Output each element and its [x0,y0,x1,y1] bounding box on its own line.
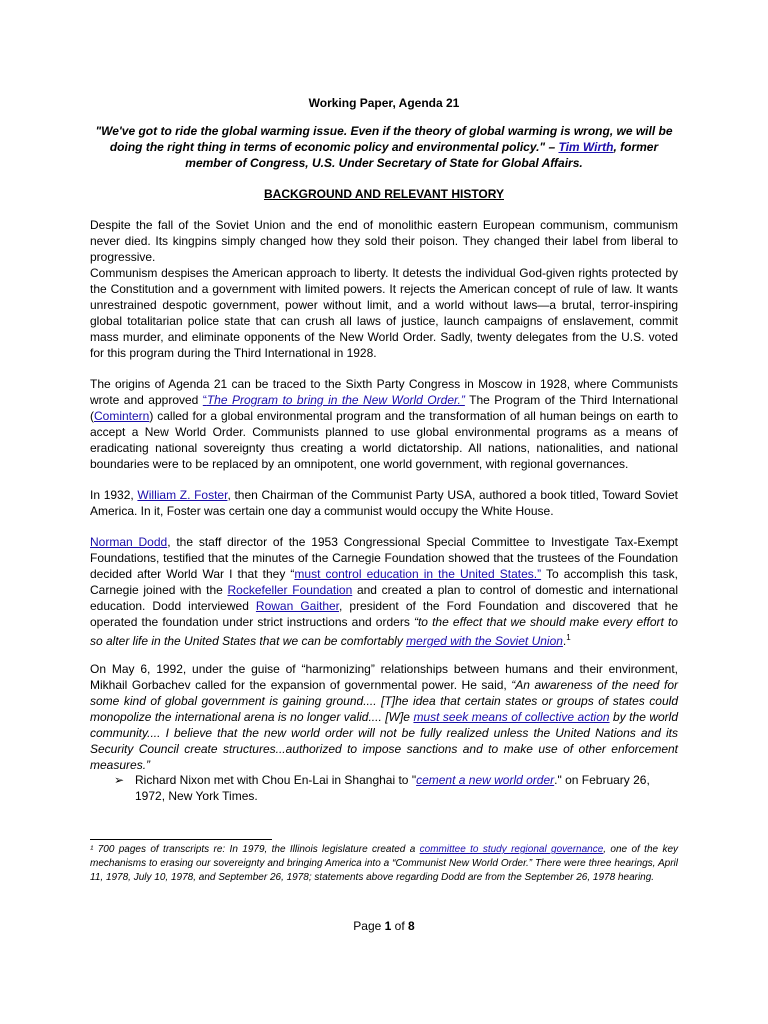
p6-quote-b: by the world community.... I believe that the new world order will not be fully realized unless the United Nations and its Security Council create structures...authorized to impose sanctions and to make use of other enforcement measures.” [90,710,679,772]
paragraph-2: Communism despises the American approach to liberty. It detests the individual God-given rights protected by the Constitution and a government with limited powers. It rejects the American concept of rule of law. It wants unrestrained despotic government, power without limit, and a world without laws—a brutal, terror-inspiring global totalitarian police state that can crush all laws of justice, launch campaigns of enslavement, commit mass murder, and eliminate opponents of the New World Order. Sadly, twenty delegates from the U.S. voted for this program during the Third International in 1928. [90,266,678,360]
p3-text-b: The Program of the Third International ( [90,393,679,423]
control-education-link[interactable]: must control education in the United States.” [294,567,542,581]
william-foster-link[interactable]: William Z. Foster [137,488,228,502]
p3-text-c: ) called for a global environmental program and the transformation of all human beings on earth to accept a New World Order. Communists planned to use global environmental programs as a means of eradicating national sovereignty thus creating a world dictatorship. All nations, nationalities, and national boundaries were to be replaced by an omnipotent, one world government, with regional governances. [90,409,678,471]
p5-text-c: and created a plan to control of domestic and international education. Dodd interviewed [90,583,678,613]
paragraph-3 [90,376,678,472]
soviet-union-link[interactable]: merged with the Soviet Union [406,634,563,648]
paragraph-6 [90,661,678,773]
section-heading: BACKGROUND AND RELEVANT HISTORY [263,187,504,201]
rockefeller-foundation-link[interactable]: Rockefeller Foundation [227,583,353,597]
norman-dodd-link[interactable]: Norman Dodd [90,535,168,549]
current-page: 1 [384,919,392,933]
bullet-text-a: Richard Nixon met with Chou En-Lai in Shanghai to " [135,773,417,787]
comintern-link[interactable]: Comintern [94,409,150,423]
paragraph-4 [90,487,678,519]
quote-attribution: , former member of Congress, U.S. Under Secretary of State for Global Affairs. [185,140,659,170]
bullet-arrow-icon: ➢ [114,773,125,787]
p5-text-d: , president of the Ford Foundation and discovered that he operated the foundation under strict instructions and orders [90,599,678,629]
bullet-text-b: ." on February 26, 1972, New York Times. [135,773,650,803]
paragraph-5 [90,534,678,649]
quote-text: "We've got to ride the global warming issue. Even if the theory of global warming is wrong, we will be doing the right thing in terms of economic policy and environmental policy." – [95,124,673,154]
p5-text-a: , the staff director of the 1953 Congressional Special Committee to Investigate Tax-Exempt Foundations, testified that the minutes of the Carnegie Foundation showed that the trustees of the Foundation decided after World War I that they “ [90,535,678,581]
p6-text-a: On May 6, 1992, under the guise of “harmonizing” relationships between humans and their environment, Mikhail Gorbachev called for the expansion of governmental power. He said, [90,662,678,692]
the-program-link-italic: The Program [206,393,278,407]
tim-wirth-link[interactable]: Tim Wirth [558,140,614,154]
footnote [90,843,678,885]
p4-text-a: In 1932, [90,488,138,502]
page-of: of [391,919,409,933]
the-program-link-rest: to bring in the New World Order.” [277,393,465,407]
the-program-link-quote: “ [202,393,207,407]
regional-governance-link[interactable]: committee to study regional governance [419,844,604,855]
footnote-divider [90,839,272,840]
opening-quote [90,123,678,171]
page-number [0,918,768,934]
p5-text-b: To accomplish this task, Carnegie joined with the [90,567,678,597]
collective-action-link[interactable]: must seek means of collective action [413,710,610,724]
p6-quote-a: “An awareness of the need for some kind of global government is gaining ground.... [T]he idea that certain states or groups of states could monopolize the international arena is no longer valid.... [W]e [90,678,678,724]
p4-text-b: , then Chairman of the Communist Party USA, authored a book titled, Toward Soviet America. In it, Foster was certain one day a communist would occupy the White House. [90,488,678,518]
the-program-link[interactable] [203,393,465,407]
page-prefix: Page [353,919,385,933]
bullet-item [135,772,678,804]
p5-text-f: . [562,634,567,648]
footnote-text-b: , one of the key mechanisms to erasing our sovereignty and bringing America into a “Communist New World Order.” There were three hearings, April 11, 1978, July 10, 1978, and September 26, 1978; statements above regarding Dodd are from the September 26, 1978 hearing. [90,844,679,883]
paragraph-1: Despite the fall of the Soviet Union and the end of monolithic eastern European communism, communism never died. Its kingpins simply changed how they sold their poison. They changed their label from liberal to progressive. [90,218,678,264]
total-pages: 8 [408,919,415,933]
p3-text-a: The origins of Agenda 21 can be traced to the Sixth Party Congress in Moscow in 1928, where Communists wrote and approved [90,377,678,407]
document-title: Working Paper, Agenda 21 [308,96,460,110]
new-world-order-link[interactable]: cement a new world order [416,773,555,787]
p5-quote-italic: “to the effect that we should make every effort to so alter life in the United States that we can be comfortably [90,615,678,648]
footnote-text-a: ¹ 700 pages of transcripts re: In 1979, the Illinois legislature created a [90,844,420,855]
footnote-ref[interactable]: 1 [566,633,571,642]
rowan-gaither-link[interactable]: Rowan Gaither [255,599,340,613]
